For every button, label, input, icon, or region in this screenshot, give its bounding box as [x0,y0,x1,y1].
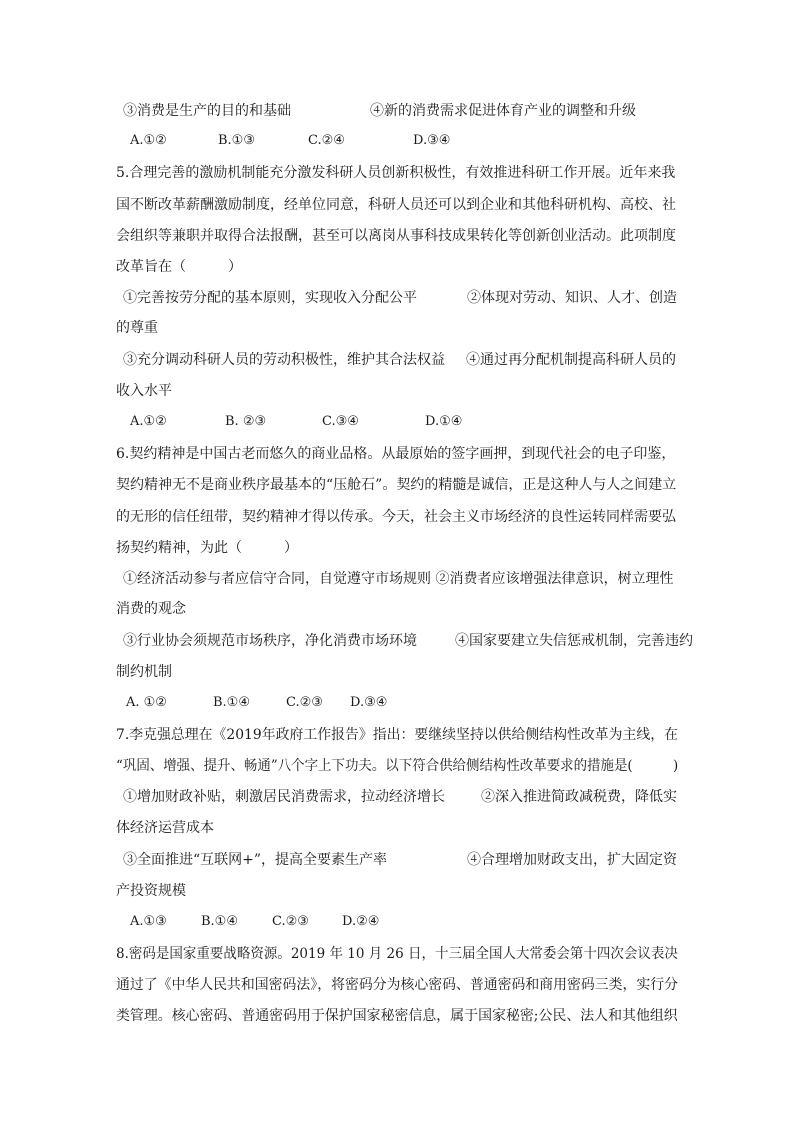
q8-stem-line: 通过了《中华人民共和国密码法》，将密码分为核心密码、普通密码和商用密码三类，实行分 [116,977,679,993]
q5-item-2-cont: 的尊重 [116,320,158,336]
q6-option-c: C.②③ [286,695,323,710]
q7-option-b: B.①④ [201,914,238,929]
q7-item-4-cont: 产投资规模 [116,883,186,899]
q6-stem-line: 6.契约精神是中国古老而悠久的商业品格。从最原始的签字画押，到现代社会的电子印鉴， [116,446,676,462]
q5-item-3: ③充分调动科研人员的劳动积极性，维护其合法权益 [123,352,445,368]
q5-option-c: C.③④ [322,414,359,429]
q6-stem-line: 契约精神无不是商业秩序最基本的“压舱石”。契约的精髓是诚信，正是这种人与人之间建立 [116,477,677,493]
q5-item-4: ④通过再分配机制提高科研人员的 [466,352,676,368]
q5-item-2: ②体现对劳动、知识、人才、创造 [467,290,677,306]
q8-stem-line: 8.密码是国家重要战略资源。2019 年 10 月 26 日，十三届全国人大常委会第十四次会议表决 [116,946,678,962]
q7-stem-line: “巩固、增强、提升、畅通”八个字上下功夫。以下符合供给侧结构性改革要求的措施是( ) [116,758,679,774]
q5-option-d: D.①④ [425,414,463,429]
q5-stem-line: 国不断改革薪酬激励制度，经单位同意，科研人员还可以到企业和其他科研机构、高校、社 [116,197,676,213]
q6-item-4: ④国家要建立失信惩戒机制，完善违约 [455,633,693,649]
q6-option-d: D.③④ [350,695,388,710]
q5-stem-line: 5.合理完善的激励机制能充分激发科研人员创新积极性，有效推进科研工作开展。近年来我 [116,165,676,181]
q4-item-4: ④新的消费需求促进体育产业的调整和升级 [370,103,636,119]
q7-stem-line: 7.李克强总理在《2019年政府工作报告》指出：要继续坚持以供给侧结构性改革为主线，在 [116,727,678,743]
q5-item-4-cont: 收入水平 [116,383,172,399]
q7-item-1: ①增加财政补贴，刺激居民消费需求，拉动经济增长 [123,789,445,805]
q5-option-a: A.①② [130,414,167,429]
q4-option-c: C.②④ [308,133,345,148]
q5-stem-line: 会组织等兼职并取得合法报酬，甚至可以离岗从事科技成果转化等创新创业活动。此项制度 [116,228,676,244]
q5-option-b: B. ②③ [225,414,267,429]
q7-option-d: D.②④ [342,914,380,929]
q7-option-a: A.①③ [130,914,167,929]
q6-option-b: B.①④ [213,695,250,710]
q6-item-3: ③行业协会须规范市场秩序，净化消费市场环境 [123,633,417,649]
q6-option-a: A. ①② [126,695,167,710]
q7-item-4: ④合理增加财政支出，扩大固定资 [467,852,677,868]
q6-item-4-cont: 制约机制 [116,664,172,680]
q5-stem-line: 改革旨在（ ） [116,259,242,275]
q4-item-3: ③消费是生产的目的和基础 [123,103,291,119]
q6-stem-line: 的无形的信任纽带，契约精神才得以传承。今天，社会主义市场经济的良性运转同样需要弘 [116,509,676,525]
q6-items-1-2: ①经济活动参与者应信守合同，自觉遵守市场规则 ②消费者应该增强法律意识，树立理性 [123,571,674,587]
q7-item-3: ③全面推进“互联网+”，提高全要素生产率 [123,852,388,868]
q4-option-a: A.①② [130,133,167,148]
q6-item-2-cont: 消费的观念 [116,601,186,617]
q8-stem-line: 类管理。核心密码、普通密码用于保护国家秘密信息，属于国家秘密;公民、法人和其他组织 [116,1008,678,1024]
q7-option-c: C.②③ [272,914,309,929]
q6-stem-line: 扬契约精神，为此（ ） [116,540,298,556]
q7-item-2-cont: 体经济运营成本 [116,820,214,836]
q5-item-1: ①完善按劳分配的基本原则，实现收入分配公平 [123,290,417,306]
q4-option-d: D.③④ [413,133,451,148]
q7-item-2: ②深入推进简政减税费，降低实 [481,789,677,805]
q4-option-b: B.①③ [218,133,255,148]
